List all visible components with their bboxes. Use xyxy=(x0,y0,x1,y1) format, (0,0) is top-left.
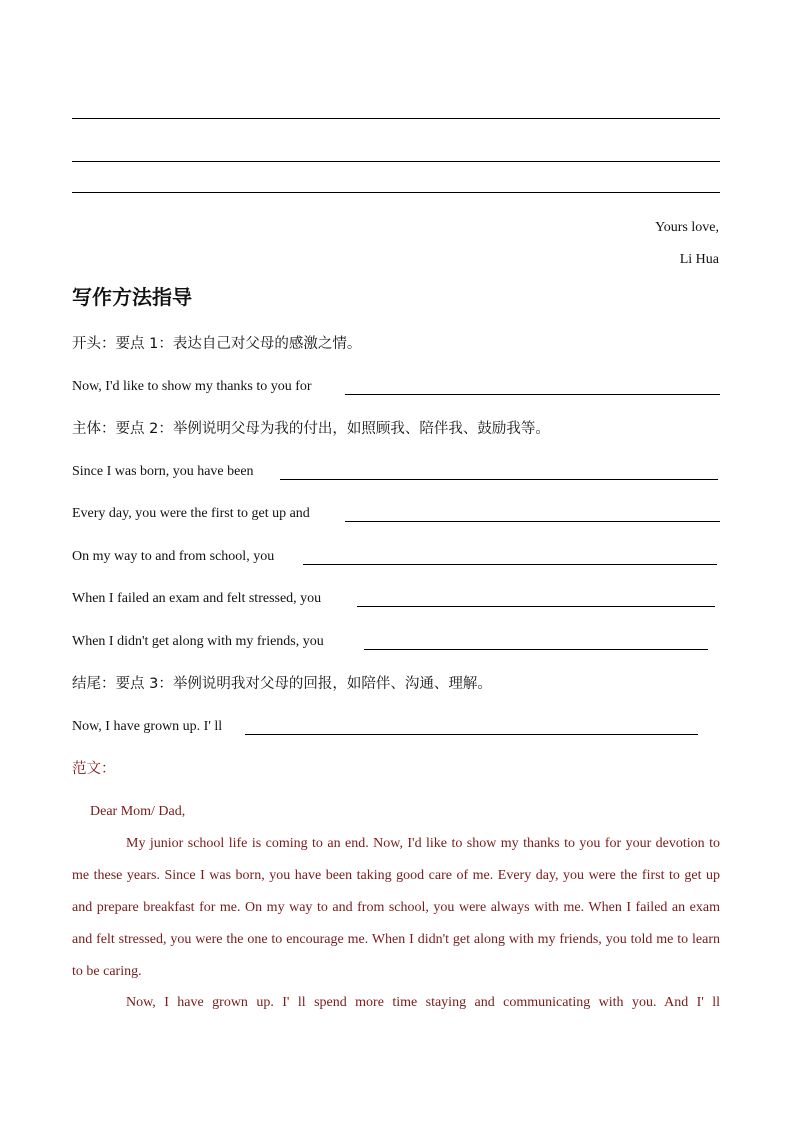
sentence-prompt: Now, I have grown up. I' ll xyxy=(72,719,223,734)
fill-line xyxy=(303,564,717,565)
section-heading: 写作方法指导 xyxy=(72,285,192,309)
fill-line xyxy=(345,521,720,522)
fill-line xyxy=(364,649,708,650)
sentence-prompt: When I failed an exam and felt stressed, you xyxy=(72,591,322,606)
point-label: 开头：要点 1：表达自己对父母的感激之情。 xyxy=(72,336,362,352)
sample-label: 范文： xyxy=(72,761,116,777)
sentence-prompt: Now, I'd like to show my thanks to you for xyxy=(72,379,312,394)
sentence-prompt: Every day, you were the first to get up and xyxy=(72,506,310,521)
sample-paragraph: Now, I have grown up. I' ll spend more time staying and communicating with you. And I' ll xyxy=(126,995,720,1010)
writing-line xyxy=(72,161,720,162)
fill-line xyxy=(280,479,718,480)
sample-salutation: Dear Mom/ Dad, xyxy=(90,804,186,819)
fill-line xyxy=(357,606,715,607)
writing-line xyxy=(72,118,720,119)
writing-line xyxy=(72,192,720,193)
point-label: 结尾：要点 3：举例说明我对父母的回报，如陪伴、沟通、理解。 xyxy=(72,676,492,692)
sentence-prompt: When I didn't get along with my friends, you xyxy=(72,634,324,649)
closing-line: Yours love, xyxy=(655,220,719,235)
point-label: 主体：要点 2：举例说明父母为我的付出，如照顾我、陪伴我、鼓励我等。 xyxy=(72,421,550,437)
sample-paragraph: My junior school life is coming to an end. Now, I'd like to show my thanks to you for your devotion to me these years. Since I was born, you have been taking good care of me. Every day, you were the first to get up and prepare breakfast for me. On my way to and from school, you were always with me. When I failed an exam and felt stressed, you were the one to encourage me. When I didn't get along with my friends, you told me to learn to be caring. xyxy=(72,836,720,979)
sentence-prompt: Since I was born, you have been xyxy=(72,464,254,479)
sentence-prompt: On my way to and from school, you xyxy=(72,549,275,564)
fill-line xyxy=(245,734,698,735)
fill-line xyxy=(345,394,720,395)
signature: Li Hua xyxy=(679,252,719,267)
